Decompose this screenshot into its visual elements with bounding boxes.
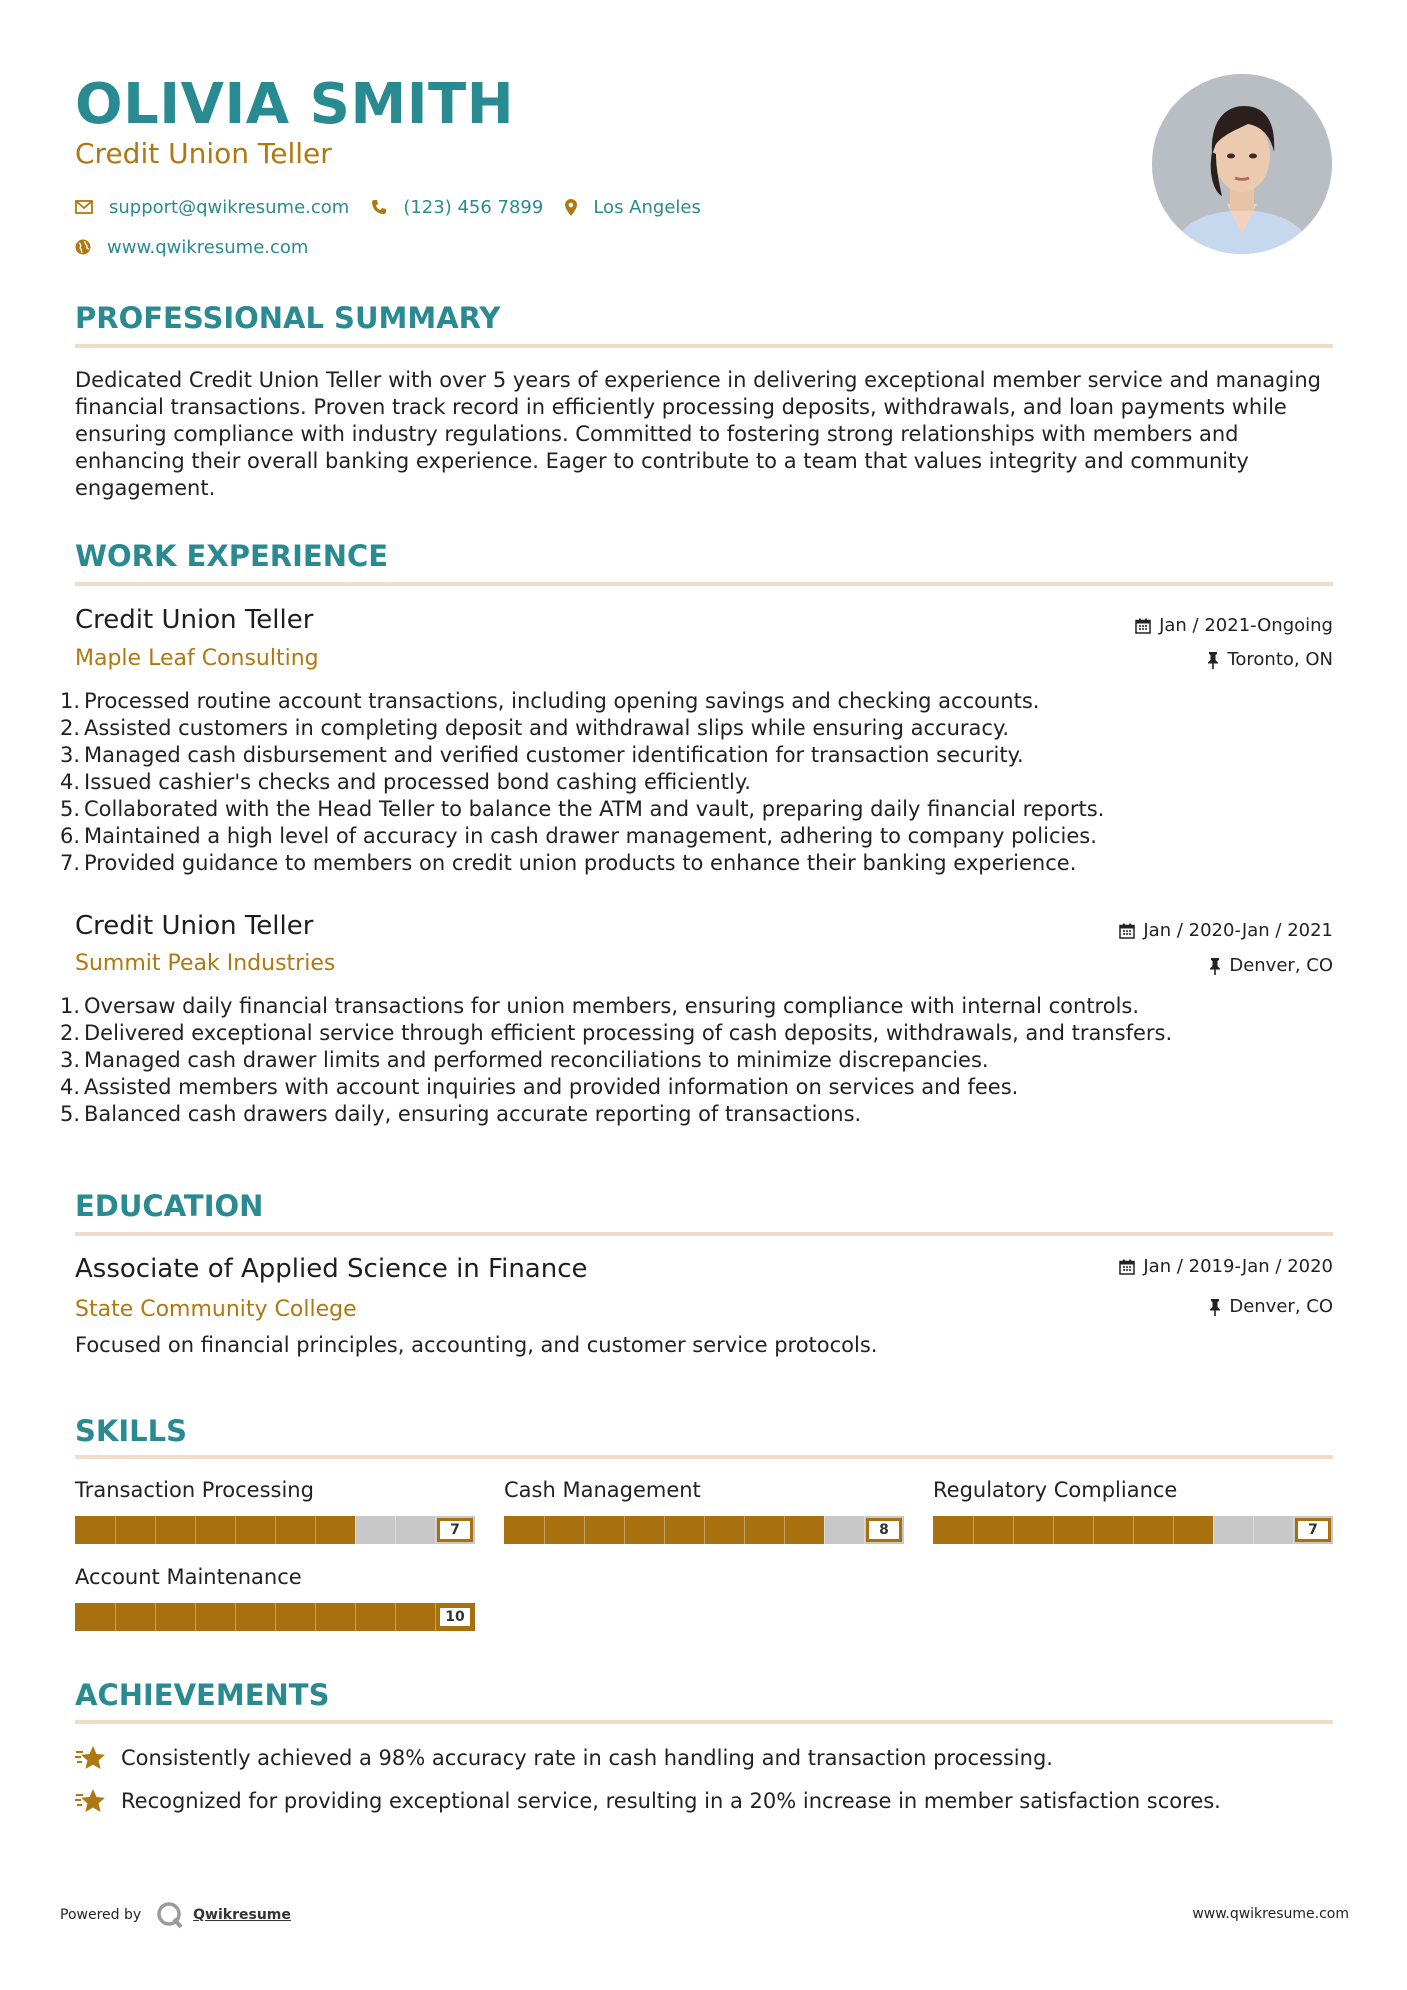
list-item: 5. Balanced cash drawers daily, ensuring accurate reporting of transactions. <box>60 1102 862 1126</box>
skill-bar-segment <box>115 1603 116 1631</box>
skill-bar-segment <box>784 1516 785 1544</box>
experience-divider <box>75 582 1333 586</box>
skill-bar-segment <box>824 1516 825 1544</box>
skill-bar-segment <box>115 1516 116 1544</box>
job-location <box>1207 648 1333 672</box>
contact-row-primary <box>75 194 723 220</box>
skill-bar-segment <box>395 1516 396 1544</box>
skill-bar-segment <box>1013 1516 1014 1544</box>
skill-bar-segment <box>315 1603 316 1631</box>
skill-bar-segment <box>235 1516 236 1544</box>
star-award-icon <box>75 1787 107 1815</box>
achievement-item <box>75 1744 1053 1772</box>
achievements-heading: ACHIEVEMENTS <box>75 1678 330 1712</box>
portrait-image <box>1152 74 1332 254</box>
achievement-item <box>75 1787 1221 1815</box>
pushpin-icon <box>1209 958 1221 975</box>
location-text: Los Angeles <box>593 196 701 218</box>
skill-item <box>75 1563 475 1631</box>
skill-bar-segment <box>1133 1516 1134 1544</box>
skill-bar-segment <box>155 1603 156 1631</box>
skill-bar <box>504 1516 904 1544</box>
contact-email[interactable] <box>75 197 349 218</box>
job-responsibilities <box>60 993 1172 1128</box>
skills-divider <box>75 1455 1333 1459</box>
skills-heading: SKILLS <box>75 1414 187 1448</box>
skill-score: 7 <box>1295 1518 1331 1542</box>
education-divider <box>75 1232 1333 1236</box>
website-text: www.qwikresume.com <box>107 236 309 258</box>
brand-link[interactable]: Qwikresume <box>193 1907 291 1923</box>
candidate-name: OLIVIA SMITH <box>75 72 515 137</box>
education-description: Focused on financial principles, accounting, and customer service protocols. <box>75 1333 878 1357</box>
list-item: 5. Collaborated with the Head Teller to balance the ATM and vault, preparing daily financial reports. <box>60 797 1105 821</box>
achievement-text: Consistently achieved a 98% accuracy rate in cash handling and transaction processing. <box>121 1746 1053 1770</box>
list-item: 3. Managed cash disbursement and verified customer identification for transaction security. <box>60 743 1024 767</box>
skill-score: 7 <box>437 1518 473 1542</box>
skill-bar-segment <box>544 1516 545 1544</box>
skill-bar-segment <box>195 1603 196 1631</box>
skill-score: 10 <box>437 1605 473 1629</box>
skill-bar-segment <box>275 1603 276 1631</box>
skill-name: Transaction Processing <box>75 1478 314 1502</box>
skill-bar-segment <box>1213 1516 1214 1544</box>
skill-bar-segment <box>235 1603 236 1631</box>
list-item: 3. Managed cash drawer limits and performed reconciliations to minimize discrepancies. <box>60 1048 989 1072</box>
job-dates <box>1135 614 1333 638</box>
list-item: 6. Maintained a high level of accuracy in cash drawer management, adhering to company policies. <box>60 824 1097 848</box>
achievement-text: Recognized for providing exceptional service, resulting in a 20% increase in member satisfaction scores. <box>121 1789 1221 1813</box>
contact-row-secondary <box>75 234 330 260</box>
skill-bar <box>933 1516 1333 1544</box>
phone-text: (123) 456 7899 <box>403 196 544 218</box>
job-dates-text: Jan / 2020-Jan / 2021 <box>1143 920 1333 941</box>
skill-bar-segment <box>435 1603 436 1631</box>
contact-website[interactable] <box>75 237 308 258</box>
skill-bar <box>75 1603 475 1631</box>
contact-phone[interactable] <box>371 197 543 218</box>
skill-item <box>504 1476 904 1544</box>
job-title: Credit Union Teller <box>75 911 314 941</box>
list-item: 2. Assisted customers in completing deposit and withdrawal slips while ensuring accuracy. <box>60 716 1010 740</box>
footer-powered-by <box>60 1900 291 1930</box>
skill-bar-fill <box>75 1516 355 1544</box>
skill-bar-segment <box>1293 1516 1294 1544</box>
skill-bar-fill <box>933 1516 1213 1544</box>
job-title: Credit Union Teller <box>75 605 314 635</box>
skill-item <box>933 1476 1333 1544</box>
degree-title: Associate of Applied Science in Finance <box>75 1254 588 1284</box>
skill-name: Regulatory Compliance <box>933 1478 1178 1502</box>
job-location-text: Toronto, ON <box>1227 649 1333 670</box>
achievements-divider <box>75 1720 1333 1724</box>
map-pin-icon <box>565 199 577 216</box>
skill-bar-segment <box>275 1516 276 1544</box>
skill-bar-segment <box>1053 1516 1054 1544</box>
education-dates <box>1119 1255 1333 1279</box>
footer-url[interactable]: www.qwikresume.com <box>1192 1906 1349 1922</box>
skill-bar-segment <box>395 1603 396 1631</box>
calendar-icon <box>1119 1259 1135 1275</box>
skill-bar-segment <box>864 1516 865 1544</box>
pushpin-icon <box>1209 1299 1221 1316</box>
skill-bar-segment <box>584 1516 585 1544</box>
skill-bar-segment <box>315 1516 316 1544</box>
candidate-role: Credit Union Teller <box>75 137 332 170</box>
skill-bar-segment <box>355 1603 356 1631</box>
skill-bar-segment <box>355 1516 356 1544</box>
summary-heading: PROFESSIONAL SUMMARY <box>75 301 501 335</box>
calendar-icon <box>1119 923 1135 939</box>
company-name: Summit Peak Industries <box>75 951 336 976</box>
list-item: 7. Provided guidance to members on credit union products to enhance their banking experience. <box>60 851 1077 875</box>
skill-bar-segment <box>1093 1516 1094 1544</box>
skill-bar-segment <box>1173 1516 1174 1544</box>
profile-photo <box>1152 74 1332 254</box>
envelope-icon <box>75 200 93 214</box>
job-dates <box>1119 919 1333 943</box>
skill-bar-segment <box>664 1516 665 1544</box>
company-name: Maple Leaf Consulting <box>75 646 319 671</box>
school-name: State Community College <box>75 1297 357 1322</box>
skill-bar-segment <box>155 1516 156 1544</box>
education-location <box>1209 1295 1333 1319</box>
calendar-icon <box>1135 618 1151 634</box>
skill-bar-segment <box>435 1516 436 1544</box>
skill-bar-segment <box>744 1516 745 1544</box>
list-item: 1. Processed routine account transactions, including opening savings and checking accounts. <box>60 689 1040 713</box>
job-dates-text: Jan / 2021-Ongoing <box>1159 615 1333 636</box>
contact-location <box>565 197 701 218</box>
globe-icon <box>75 239 91 255</box>
skill-bar-segment <box>1253 1516 1254 1544</box>
skill-item <box>75 1476 475 1544</box>
list-item: 1. Oversaw daily financial transactions for union members, ensuring compliance with internal controls. <box>60 994 1140 1018</box>
skill-bar-segment <box>195 1516 196 1544</box>
phone-icon <box>371 199 387 215</box>
skill-bar <box>75 1516 475 1544</box>
list-item: 4. Issued cashier's checks and processed bond cashing efficiently. <box>60 770 751 794</box>
job-location-text: Denver, CO <box>1229 955 1333 976</box>
email-text: support@qwikresume.com <box>109 196 350 218</box>
experience-heading: WORK EXPERIENCE <box>75 539 389 573</box>
powered-by-label: Powered by <box>60 1907 142 1923</box>
skill-name: Cash Management <box>504 1478 701 1502</box>
skill-bar-segment <box>973 1516 974 1544</box>
skill-bar-segment <box>704 1516 705 1544</box>
education-dates-text: Jan / 2019-Jan / 2020 <box>1143 1256 1333 1277</box>
summary-text: Dedicated Credit Union Teller with over 5 years of experience in delivering exceptional member service and managing financial transactions. Proven track record in efficiently processing deposits, withdrawals, and loan payments while ensuring compliance with industry regulations. Committed to fostering strong relationships with members and enhancing their overall banking experience. Eager to contribute to a team that values integrity and community engagement. <box>75 368 1321 500</box>
list-item: 4. Assisted members with account inquiries and provided information on services and fees. <box>60 1075 1019 1099</box>
summary-divider <box>75 344 1333 348</box>
skill-bar-segment <box>624 1516 625 1544</box>
star-award-icon <box>75 1744 107 1772</box>
list-item: 2. Delivered exceptional service through efficient processing of cash deposits, withdrawals, and transfers. <box>60 1021 1173 1045</box>
qwikresume-logo-icon <box>155 1900 185 1930</box>
education-heading: EDUCATION <box>75 1189 264 1223</box>
job-responsibilities <box>60 688 1104 877</box>
education-location-text: Denver, CO <box>1229 1296 1333 1317</box>
job-location <box>1209 954 1333 978</box>
skill-score: 8 <box>866 1518 902 1542</box>
pushpin-icon <box>1207 652 1219 669</box>
skill-name: Account Maintenance <box>75 1565 302 1589</box>
